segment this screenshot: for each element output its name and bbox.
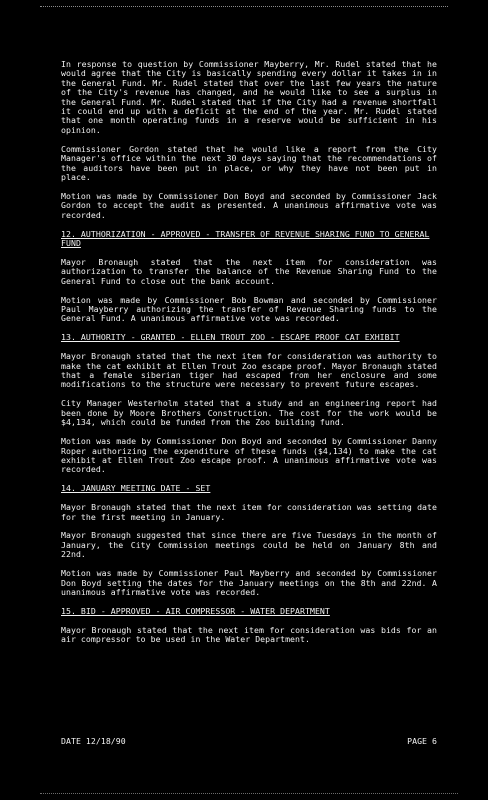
footer-date: DATE 12/18/90	[61, 736, 126, 746]
scan-edge-bottom	[40, 793, 458, 795]
agenda-item-heading: 14. JANUARY MEETING DATE - SET	[61, 483, 211, 494]
minutes-body	[61, 60, 437, 654]
agenda-item-heading: 13. AUTHORITY - GRANTED - ELLEN TROUT ZOO - ESCAPE PROOF CAT EXHIBIT	[61, 332, 400, 343]
paragraph: Commissioner Gordon stated that he would like a report from the City Manager's office within the next 30 days saying that the recommendations of the auditors have been put in place, or why they have not been put in place.	[61, 143, 437, 182]
paragraph: Mayor Bronaugh stated that the next item for consideration was authorization to transfer the balance of the Revenue Sharing Fund to the General Fund to close out the bank account.	[61, 256, 437, 286]
scan-edge-top	[40, 6, 448, 8]
paragraph: Motion was made by Commissioner Paul Mayberry and seconded by Commissioner Don Boyd setting the dates for the January meetings on the 8th and 22nd. A unanimous affirmative vote was recorded.	[61, 568, 437, 597]
agenda-item-heading: 12. AUTHORIZATION - APPROVED - TRANSFER OF REVENUE SHARING FUND TO GENERAL FUND	[61, 228, 430, 248]
paragraph: Motion was made by Commissioner Don Boyd and seconded by Commissioner Jack Gordon to accept the audit as presented. A unanimous affirmative vote was recorded.	[61, 190, 437, 220]
paragraph: Motion was made by Commissioner Don Boyd and seconded by Commissioner Danny Roper authorizing the expenditure of these funds ($4,134) to make the cat exhibit at Ellen Trout Zoo escape proof. A unanimous affirmative vote was recorded.	[61, 436, 437, 475]
page-footer	[61, 737, 437, 749]
agenda-item-heading: 15. BID - APPROVED - AIR COMPRESSOR - WATER DEPARTMENT	[61, 605, 330, 616]
paragraph: Mayor Bronaugh suggested that since there are five Tuesdays in the month of January, the City Commission meetings could be held on January 8th and 22nd.	[61, 530, 437, 560]
footer-page-number: PAGE 6	[407, 736, 437, 746]
paragraph: City Manager Westerholm stated that a study and an engineering report had been done by Moore Brothers Construction. The cost for the work would be $4,134, which could be funded from the Zoo building fund.	[61, 398, 437, 428]
paragraph: Motion was made by Commissioner Bob Bowman and seconded by Commissioner Paul Mayberry authorizing the transfer of Revenue Sharing funds to the General Fund. A unanimous affirmative vote was recorded.	[61, 294, 437, 324]
paragraph: Mayor Bronaugh stated that the next item for consideration was authority to make the cat exhibit at Ellen Trout Zoo escape proof. Mayor Bronaugh stated that a female siberian tiger had escaped from her enclosure and some modifications to the structure were necessary to prevent future escapes.	[61, 351, 437, 390]
paragraph: Mayor Bronaugh stated that the next item for consideration was bids for an air compressor to be used in the Water Department.	[61, 624, 437, 645]
paragraph: Mayor Bronaugh stated that the next item for consideration was setting date for the first meeting in January.	[61, 502, 437, 522]
paragraph: In response to question by Commissioner Mayberry, Mr. Rudel stated that he would agree that the City is basically spending every dollar it takes in in the General Fund. Mr. Rudel stated that over the last few years the nature of the City's revenue has changed, and he would like to see a surplus in the General Fund. Mr. Rudel stated that if the City had a revenue shortfall it could end up with a deficit at the end of the year. Mr. Rudel stated that one month operating funds in a reserve would be sufficient in his opinion.	[61, 59, 437, 135]
